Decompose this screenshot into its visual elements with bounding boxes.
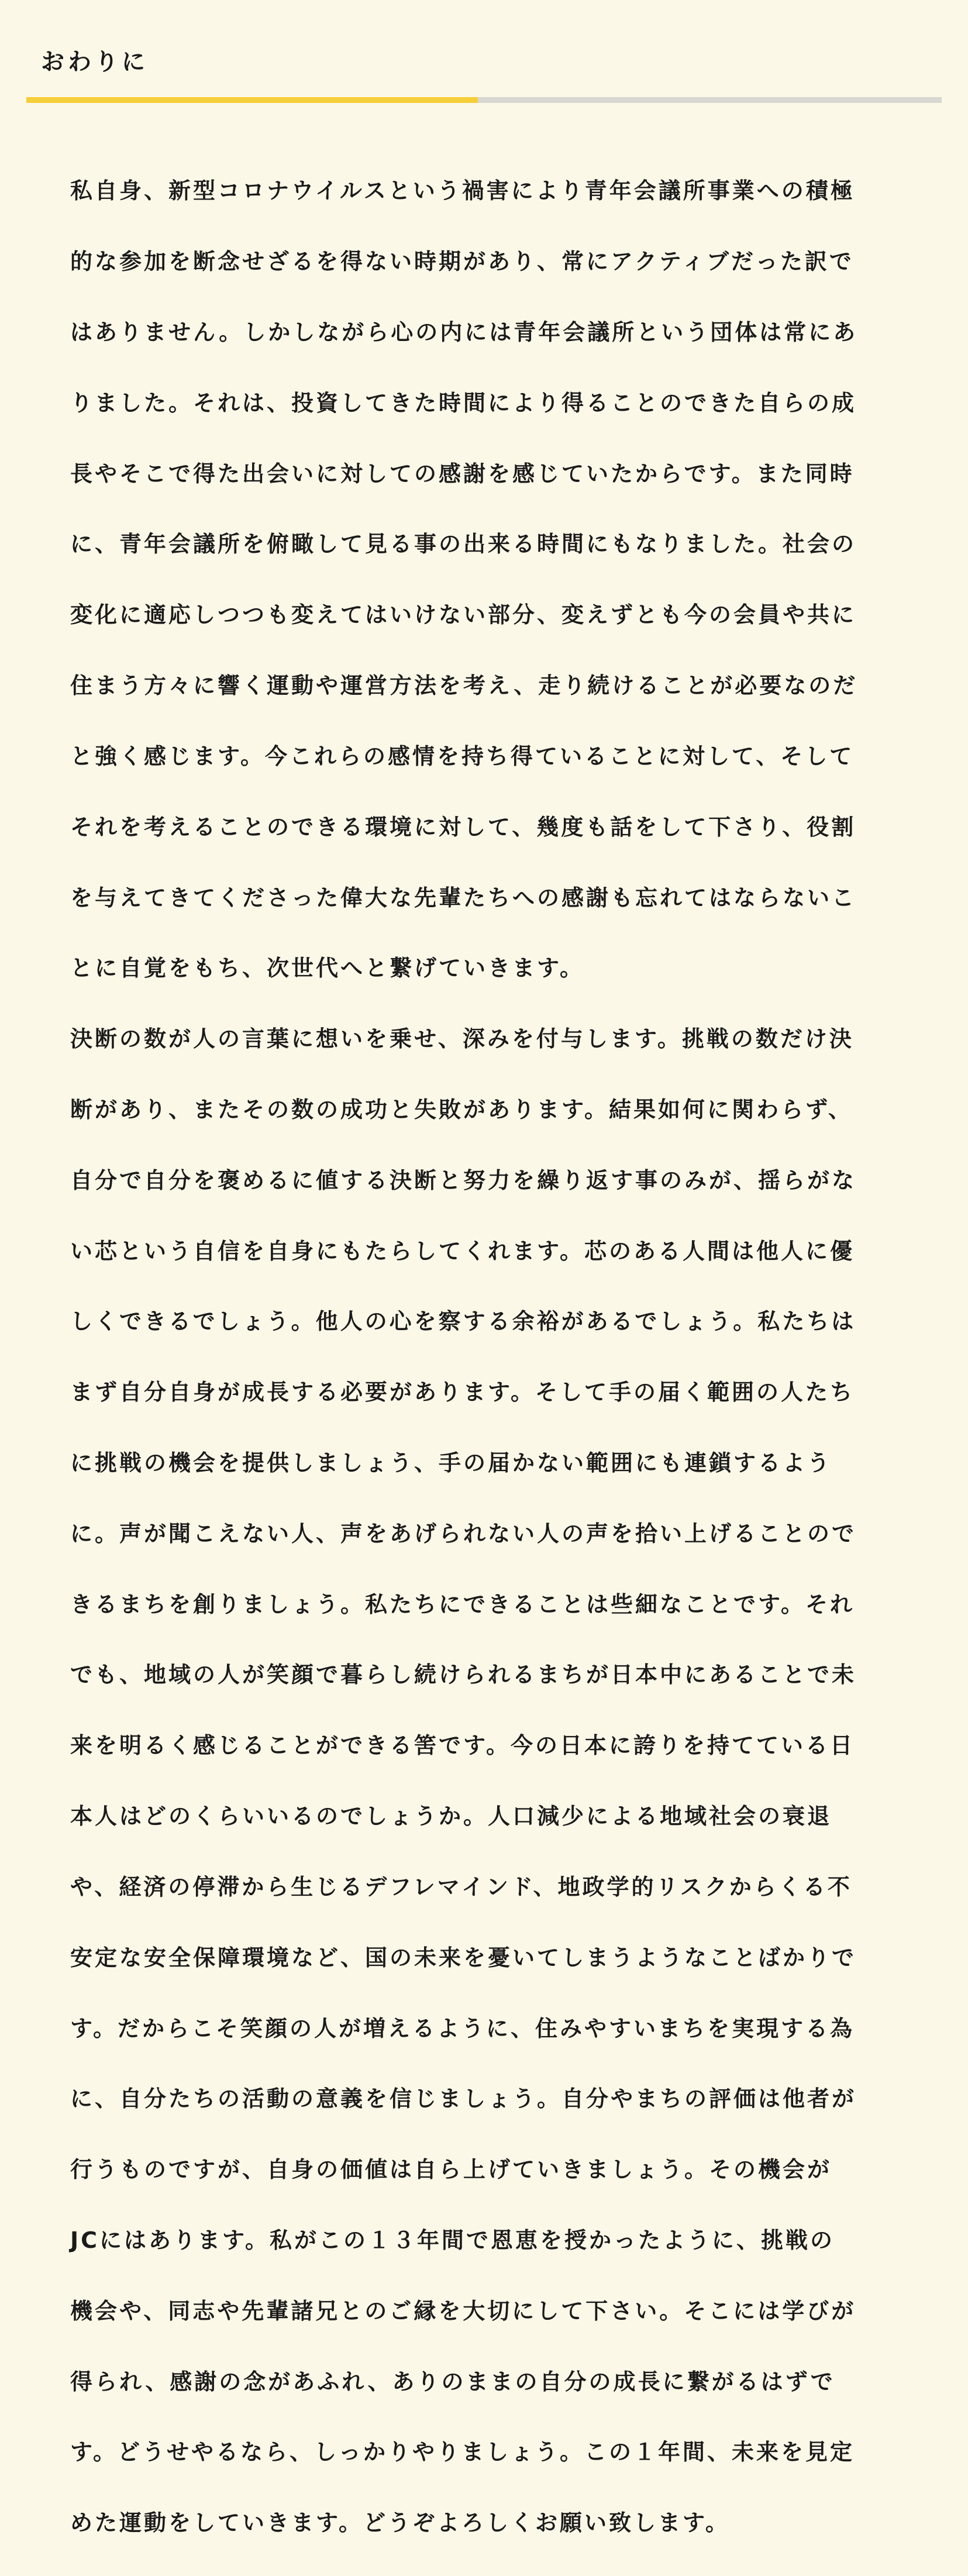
body-line: 行うものですが、自身の価値は自ら上げていきましょう。その機会が (70, 2157, 832, 2183)
body-line: と強く感じます。今これらの感情を持ち得ていることに対して、そして (70, 743, 855, 769)
page-title: おわりに (41, 49, 149, 75)
body-line: い芯という自信を自身にもたらしてくれます。芯のある人間は他人に優 (70, 1238, 855, 1264)
body-line: 住まう方々に響く運動や運営方法を考え、走り続けることが必要なのだ (70, 673, 858, 699)
body-line: に挑戦の機会を提供しましょう、手の届かない範囲にも連鎖するよう (70, 1450, 832, 1476)
body-line: 安定な安全保障環境など、国の未来を憂いてしまうようなことばかりで (70, 1944, 857, 1971)
body-line: 長やそこで得た出会いに対しての感謝を感じていたからです。また同時 (70, 460, 855, 487)
heading-accent-rule (26, 97, 478, 103)
body-line: とに自覚をもち、次世代へと繋げていきます。 (70, 955, 584, 982)
body-line: 来を明るく感じることができる筈です。今の日本に誇りを持てている日 (70, 1733, 855, 1759)
body-line: 自分で自分を褒めるに値する決断と努力を繰り返す事のみが、揺らがな (70, 1167, 857, 1193)
heading-divider-rule (478, 97, 942, 103)
body-line: す。どうせやるなら、しっかりやりましょう。この１年間、未来を見定 (70, 2439, 855, 2465)
body-line: りました。それは、投資してきた時間により得ることのできた自らの成 (70, 390, 857, 416)
body-line: に、青年会議所を俯瞰して見る事の出来る時間にもなりました。社会の (70, 531, 857, 557)
body-line: 決断の数が人の言葉に想いを乗せ、深みを付与します。挑戦の数だけ決 (70, 1026, 854, 1052)
body-line: 断があり、またその数の成功と失敗があります。結果如何に関わらず、 (70, 1096, 853, 1122)
body-line: や、経済の停滞から生じるデフレマインド、地政学的リスクからくる不 (70, 1874, 852, 1900)
body-line: 得られ、感謝の念があふれ、ありのままの自分の成長に繋がるはずで (70, 2368, 835, 2395)
body-text (70, 138, 901, 2576)
body-line: す。だからこそ笑顔の人が増えるように、住みやすいまちを実現する為 (70, 2015, 855, 2041)
body-line: 的な参加を断念せざるを得ない時期があり、常にアクティブだった訳で (70, 249, 854, 275)
body-line: まず自分自身が成長する必要があります。そして手の届く範囲の人たち (70, 1379, 855, 1406)
body-line: 私自身、新型コロナウイルスという禍害により青年会議所事業への積極 (70, 178, 855, 204)
body-line: はありません。しかしながら心の内には青年会議所という団体は常にあ (70, 319, 858, 346)
body-line: JCにはあります。私がこの１３年間で恩恵を授かったように、挑戦の (70, 2227, 835, 2253)
body-line: でも、地域の人が笑顔で暮らし続けられるまちが日本中にあることで未 (70, 1662, 857, 1688)
body-line: それを考えることのできる環境に対して、幾度も話をして下さり、役割 (70, 814, 856, 840)
body-line: 変化に適応しつつも変えてはいけない部分、変えずとも今の会員や共に (70, 602, 857, 628)
body-line: に、自分たちの活動の意義を信じましょう。自分やまちの評価は他者が (70, 2086, 857, 2112)
body-line: を与えてきてくださった偉大な先輩たちへの感謝も忘れてはならないこ (70, 884, 857, 911)
body-line: に。声が聞こえない人、声をあげられない人の声を拾い上げることので (70, 1520, 857, 1547)
body-line: 本人はどのくらいいるのでしょうか。人口減少による地域社会の衰退 (70, 1803, 832, 1830)
body-line: きるまちを創りましょう。私たちにできることは些細なことです。それ (70, 1591, 855, 1617)
body-line: めた運動をしていきます。どうぞよろしくお願い致します。 (70, 2510, 730, 2536)
body-line: しくできるでしょう。他人の心を察する余裕があるでしょう。私たちは (70, 1308, 856, 1335)
body-line: 機会や、同志や先輩諸兄とのご縁を大切にして下さい。そこには学びが (70, 2298, 856, 2324)
